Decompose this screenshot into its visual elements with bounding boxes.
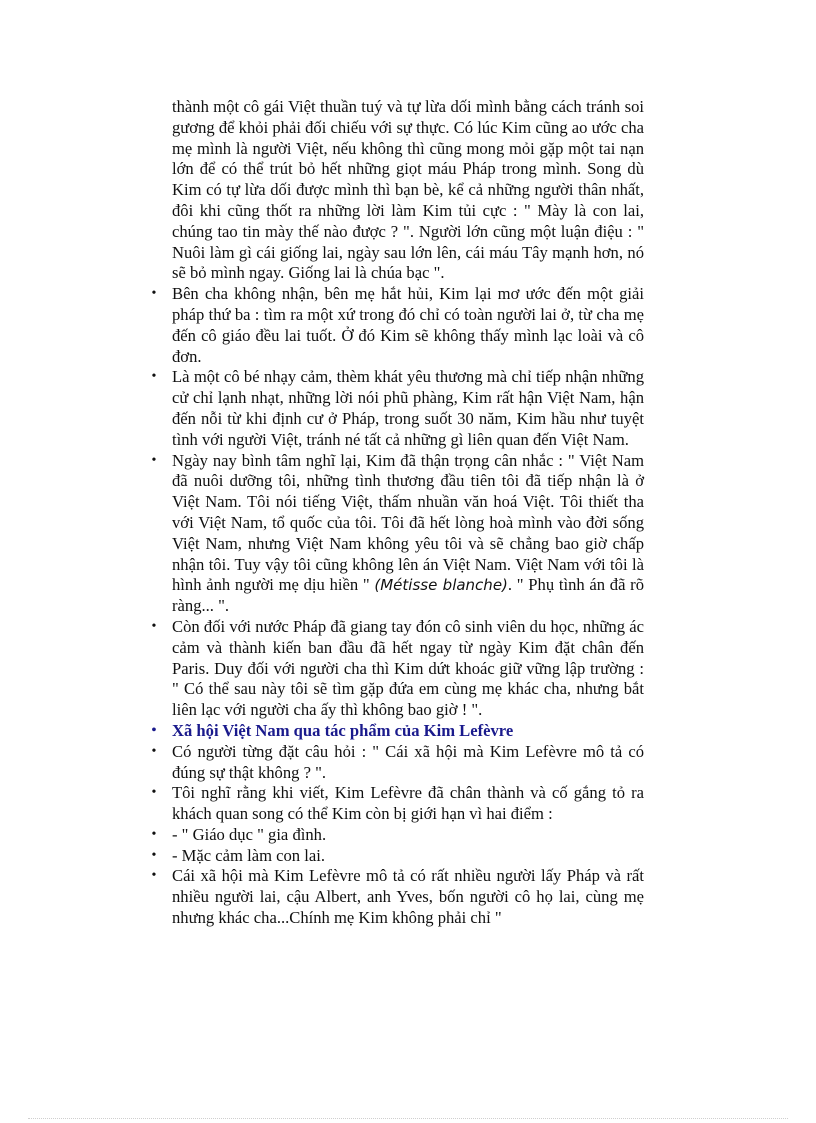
list-item: [151, 845, 644, 867]
bullet-icon: •: [151, 785, 157, 801]
bullet-icon: •: [151, 452, 157, 468]
list-item: [151, 284, 644, 367]
list-item-text: Có người từng đặt câu hỏi : " Cái xã hội mà Kim Lefèvre mô tả có đúng sự thật không ? ".: [172, 741, 644, 782]
page-bottom-divider: [28, 1118, 788, 1119]
bullet-icon: •: [151, 868, 157, 884]
bullet-icon: •: [151, 743, 157, 759]
list-item-text: Ngày nay bình tâm nghĩ lại, Kim đã thận trọng cân nhắc : " Việt Nam đã nuôi dưỡng tôi, những tình thương đầu tiên tôi đã tiếp nhận là ở Việt Nam. Tôi nói tiếng Việt, thấm nhuần văn hoá Việt. Tôi thiết tha với Việt Nam, tổ quốc của tôi. Tôi đã hết lòng hoà mình vào đời sống Việt Nam, nhưng Việt Nam không yêu tôi và sẽ chẳng bao giờ chấp nhận tôi. Tuy vậy tôi cũng không lên án Việt Nam. Việt Nam với tôi là hình ảnh người mẹ dịu hiền ": [172, 450, 644, 595]
list-item: [151, 367, 644, 450]
list-item: [151, 866, 644, 928]
bullet-icon: •: [151, 826, 157, 842]
list-item-text: Tôi nghĩ rằng khi viết, Kim Lefèvre đã chân thành và cố gắng tỏ ra khách quan song có thể Kim còn bị giới hạn vì hai điểm :: [172, 783, 644, 824]
list-item: [151, 616, 644, 721]
list-item-text: Còn đối với nước Pháp đã giang tay đón cô sinh viên du học, những ác cảm và thành kiến ban đầu đã hết ngay từ ngày Kim đặt chân đến Paris. Duy đối với người cha thì Kim dứt khoác giữ vững lập trường : " Có thể sau này tôi sẽ tìm gặp đứa em cùng mẹ khác cha, nhưng bắt liên lạc với người cha ấy thì không bao giờ ! ".: [172, 616, 644, 720]
document-body: [151, 97, 645, 929]
section-heading-text: Xã hội Việt Nam qua tác phẩm của Kim Lefèvre: [172, 720, 514, 740]
italic-title: (Métisse blanche): [374, 576, 508, 595]
bullet-icon: •: [151, 369, 157, 385]
list-item-text-after: . " Phụ tình án đã rõ ràng... ".: [172, 575, 645, 616]
section-heading: [151, 720, 644, 742]
list-item: [151, 741, 644, 784]
bullet-icon: •: [151, 722, 157, 738]
list-item: [151, 450, 645, 617]
list-item: [151, 783, 644, 825]
list-item-text: Là một cô bé nhạy cảm, thèm khát yêu thương mà chỉ tiếp nhận những cử chỉ lạnh nhạt, những lời nói phũ phàng, Kim rất hận Việt Nam, hận đến nỗi từ khi định cư ở Pháp, trong suốt 30 năm, Kim hầu như tuyệt tình với người Việt, tránh né tất cả những gì liên quan đến Việt Nam.: [172, 367, 644, 449]
continuation-paragraph: thành một cô gái Việt thuần tuý và tự lừa dối mình bằng cách tránh soi gương để khỏi phải đối chiếu với sự thực. Có lúc Kim cũng ao ước cha mẹ mình là người Việt, nếu không thì cũng mong mỏi gặp một tai nạn lớn để có thể trút bỏ hết những giọt máu Pháp trong mình. Song dù Kim có tự lừa dối được mình thì bạn bè, kể cả những người thân nhất, đôi khi cũng thốt ra những lời làm Kim tủi cực : " Mày là con lai, chúng tao tin mày thế nào được ? ". Người lớn cũng một luận điệu : " Nuôi làm gì cái giống lai, ngày sau lớn lên, cái máu Tây mạnh hơn, nó sẽ bỏ mình ngay. Giống lai là chúa bạc ".: [172, 97, 644, 283]
bullet-icon: •: [151, 847, 157, 863]
list-item-text: Cái xã hội mà Kim Lefèvre mô tả có rất nhiều người lấy Pháp và rất nhiều người lai, cậu Albert, anh Yves, bốn người cô họ lai, cùng mẹ nhưng khác cha...Chính mẹ Kim không phải chỉ ": [172, 866, 644, 928]
list-item-text: - " Giáo dục " gia đình.: [172, 824, 327, 844]
bullet-icon: •: [151, 286, 157, 302]
list-item: [151, 824, 644, 846]
list-item-text: - Mặc cảm làm con lai.: [172, 845, 325, 865]
bullet-icon: •: [151, 618, 157, 634]
list-item-text: Bên cha không nhận, bên mẹ hắt hủi, Kim lại mơ ước đến một giải pháp thứ ba : tìm ra một xứ trong đó chỉ có toàn người lai ở, từ cha mẹ đến cô giáo đều lai tuốt. Ở đó Kim sẽ không thấy mình lạc loài và cô đơn.: [172, 284, 644, 366]
